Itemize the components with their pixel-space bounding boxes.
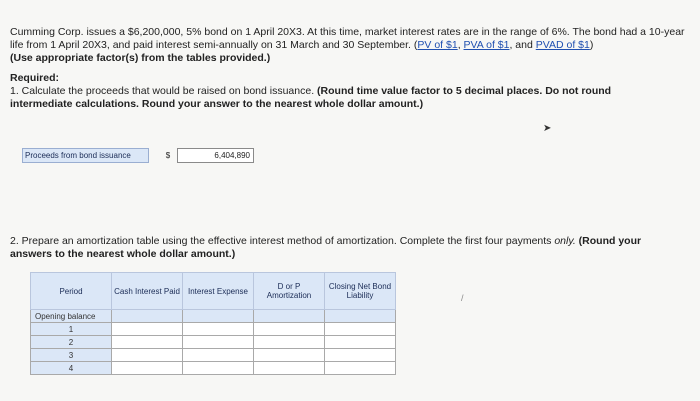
pvad-of-1-link[interactable]: PVAD of $1 [535,39,590,51]
stray-mark: / [461,293,464,303]
cell-input[interactable] [325,362,396,375]
proceeds-row [22,148,255,163]
cell-input[interactable] [112,362,183,375]
currency-symbol: $ [165,151,171,160]
header-d-or-p-amortization: D or P Amortization [254,273,325,310]
row-label: 3 [31,349,112,362]
cell-input[interactable] [254,349,325,362]
cell-input[interactable] [325,336,396,349]
problem-intro: Cumming Corp. issues a $6,200,000, 5% bond on 1 April 20X3. At this time, market interest rates are in the range of 6%. The bond had a 10-year life from 1 April 20X3, and paid interest semi-annually on 31 March and 30 September. (PV of $1, PVA of $1, and PVAD of $1) (Use appropriate factor(s) from the tables provided.) [10,26,685,64]
cell-input[interactable] [325,323,396,336]
table-row [31,310,396,323]
table-row [31,349,396,362]
cursor-arrow-icon: ➤ [543,123,552,134]
cell [112,310,183,323]
factor-note: (Use appropriate factor(s) from the tables provided.) [10,52,271,64]
header-period: Period [31,273,112,310]
table-header-row [31,273,396,310]
requirement-1: 1. Calculate the proceeds that would be raised on bond issuance. (Round time value factor to 5 decimal places. Do not round intermediate calculations. Round your answer to the nearest whole dollar amount.) [10,85,612,110]
row-label: Opening balance [31,310,112,323]
row-label: 4 [31,362,112,375]
cell-input[interactable] [254,323,325,336]
header-interest-expense: Interest Expense [183,273,254,310]
cell [254,310,325,323]
row-label: 1 [31,323,112,336]
header-closing-liability: Closing Net Bond Liability [325,273,396,310]
cell-input[interactable] [254,362,325,375]
pv-of-1-link[interactable]: PV of $1 [417,39,458,51]
table-row [31,336,396,349]
pva-of-1-link[interactable]: PVA of $1 [463,39,510,51]
proceeds-input[interactable]: 6,404,890 [177,148,254,163]
cell-input[interactable] [254,336,325,349]
proceeds-label: Proceeds from bond issuance [22,148,149,163]
required-heading: Required: [10,72,60,84]
amortization-table [30,272,396,375]
table-row [31,362,396,375]
cell-input[interactable] [325,310,396,323]
header-cash-interest: Cash Interest Paid [112,273,183,310]
cell [183,310,254,323]
cell-input[interactable] [183,336,254,349]
cell-input[interactable] [183,362,254,375]
cell-input[interactable] [183,323,254,336]
row-label: 2 [31,336,112,349]
cell-input[interactable] [112,336,183,349]
cell-input[interactable] [112,349,183,362]
requirement-2: 2. Prepare an amortization table using the effective interest method of amortization. Complete the first four payments only. (Round your answers to the nearest whole dollar amount.) [10,235,642,260]
cell-input[interactable] [325,349,396,362]
cell-input[interactable] [183,349,254,362]
cell-input[interactable] [112,323,183,336]
table-row [31,323,396,336]
